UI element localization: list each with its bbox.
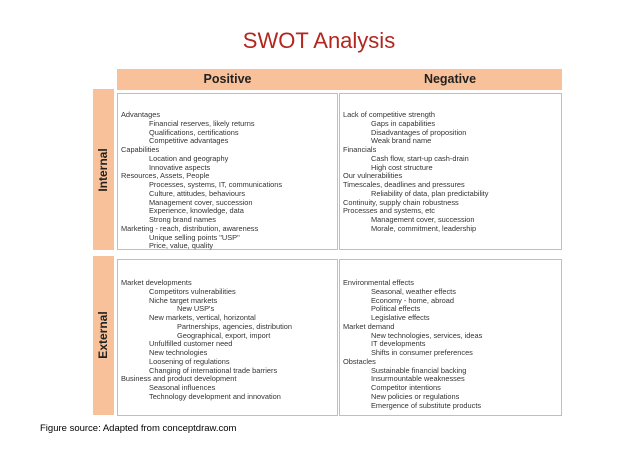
list-item: Culture, attitudes, behaviours	[149, 188, 246, 198]
list-item: Marketing - reach, distribution, awareness	[121, 223, 259, 233]
list-item: Changing of international trade barriers	[149, 365, 278, 375]
list-item: Qualifications, certifications	[149, 127, 239, 137]
list-item: Cash flow, start-up cash-drain	[371, 153, 469, 163]
list-item: New technologies	[149, 348, 208, 357]
list-item: Location and geography	[149, 153, 229, 163]
list-item: Innovative aspects	[149, 162, 211, 172]
list-item: Disadvantages of proposition	[371, 127, 467, 137]
list-item: Financial reserves, likely returns	[149, 118, 255, 128]
list-item: High cost structure	[371, 162, 433, 172]
list-item: Continuity, supply chain robustness	[343, 197, 459, 207]
list-item: Unfulfilled customer need	[149, 339, 233, 349]
list-item: New technologies, services, ideas	[371, 330, 483, 340]
list-item: Processes, systems, IT, communications	[149, 180, 283, 189]
list-item: Competitors vulnerabilities	[149, 286, 236, 296]
weaknesses-list	[343, 111, 489, 234]
list-item: New policies or regulations	[371, 391, 460, 401]
threats-list	[343, 279, 482, 410]
list-item: Seasonal, weather effects	[371, 286, 456, 296]
list-item: Shifts in consumer preferences	[371, 348, 473, 357]
list-item: Gaps in capabilities	[371, 118, 436, 128]
list-item: Business and product development	[121, 374, 237, 384]
list-item: Advantages	[121, 110, 161, 119]
list-item: Strong brand names	[149, 215, 216, 224]
list-item: Management cover, succession	[371, 215, 475, 224]
list-item: Lack of competitive strength	[343, 110, 436, 119]
list-item: New markets, vertical, horizontal	[149, 313, 256, 322]
list-item: Technology development and innovation	[149, 391, 281, 401]
figure-source-caption: Figure source: Adapted from conceptdraw.com	[40, 423, 237, 434]
strengths-list	[121, 111, 282, 251]
list-item: Financials	[343, 145, 377, 154]
list-item: Insurmountable weaknesses	[371, 374, 465, 384]
list-item: IT developments	[371, 339, 426, 349]
list-item: Competitor intentions	[371, 383, 441, 392]
page-title: SWOT Analysis	[242, 28, 396, 53]
list-item: Sustainable financial backing	[371, 365, 467, 375]
row-header-external: External	[96, 311, 110, 359]
opportunities-list	[121, 279, 292, 402]
list-item: Environmental effects	[343, 278, 414, 287]
list-item: Weak brand name	[371, 136, 432, 146]
column-header-negative: Negative	[423, 72, 477, 86]
list-item: Processes and systems, etc	[343, 206, 436, 216]
list-item: Partnerships, agencies, distribution	[177, 321, 293, 331]
list-item: New USP's	[177, 304, 215, 314]
list-item: Political effects	[371, 304, 421, 314]
list-item: Competitive advantages	[149, 136, 229, 146]
list-item: Experience, knowledge, data	[149, 206, 244, 216]
list-item: Emergence of substitute products	[371, 400, 482, 410]
list-item: Reliability of data, plan predictability	[371, 188, 489, 198]
list-item: Capabilities	[121, 145, 160, 154]
list-item: Unique selling points "USP"	[149, 232, 240, 242]
list-item: Timescales, deadlines and pressures	[343, 180, 465, 189]
list-item: Morale, commitment, leadership	[371, 223, 477, 233]
list-item: Obstacles	[343, 356, 376, 366]
list-item: Our vulnerabilities	[343, 171, 403, 181]
list-item: Price, value, quality	[149, 241, 214, 251]
column-header-positive: Positive	[203, 72, 252, 86]
list-item: Market demand	[343, 321, 395, 331]
list-item: Economy - home, abroad	[371, 295, 454, 305]
list-item: Niche target markets	[149, 295, 218, 305]
list-item: Geographical, export, import	[177, 330, 271, 340]
list-item: Seasonal influences	[149, 383, 216, 392]
list-item: Resources, Assets, People	[121, 171, 210, 181]
list-item: Legislative effects	[371, 313, 430, 322]
list-item: Loosening of regulations	[149, 356, 230, 366]
list-item: Market developments	[121, 278, 192, 287]
list-item: Management cover, succession	[149, 197, 253, 207]
row-header-internal: Internal	[96, 148, 110, 192]
